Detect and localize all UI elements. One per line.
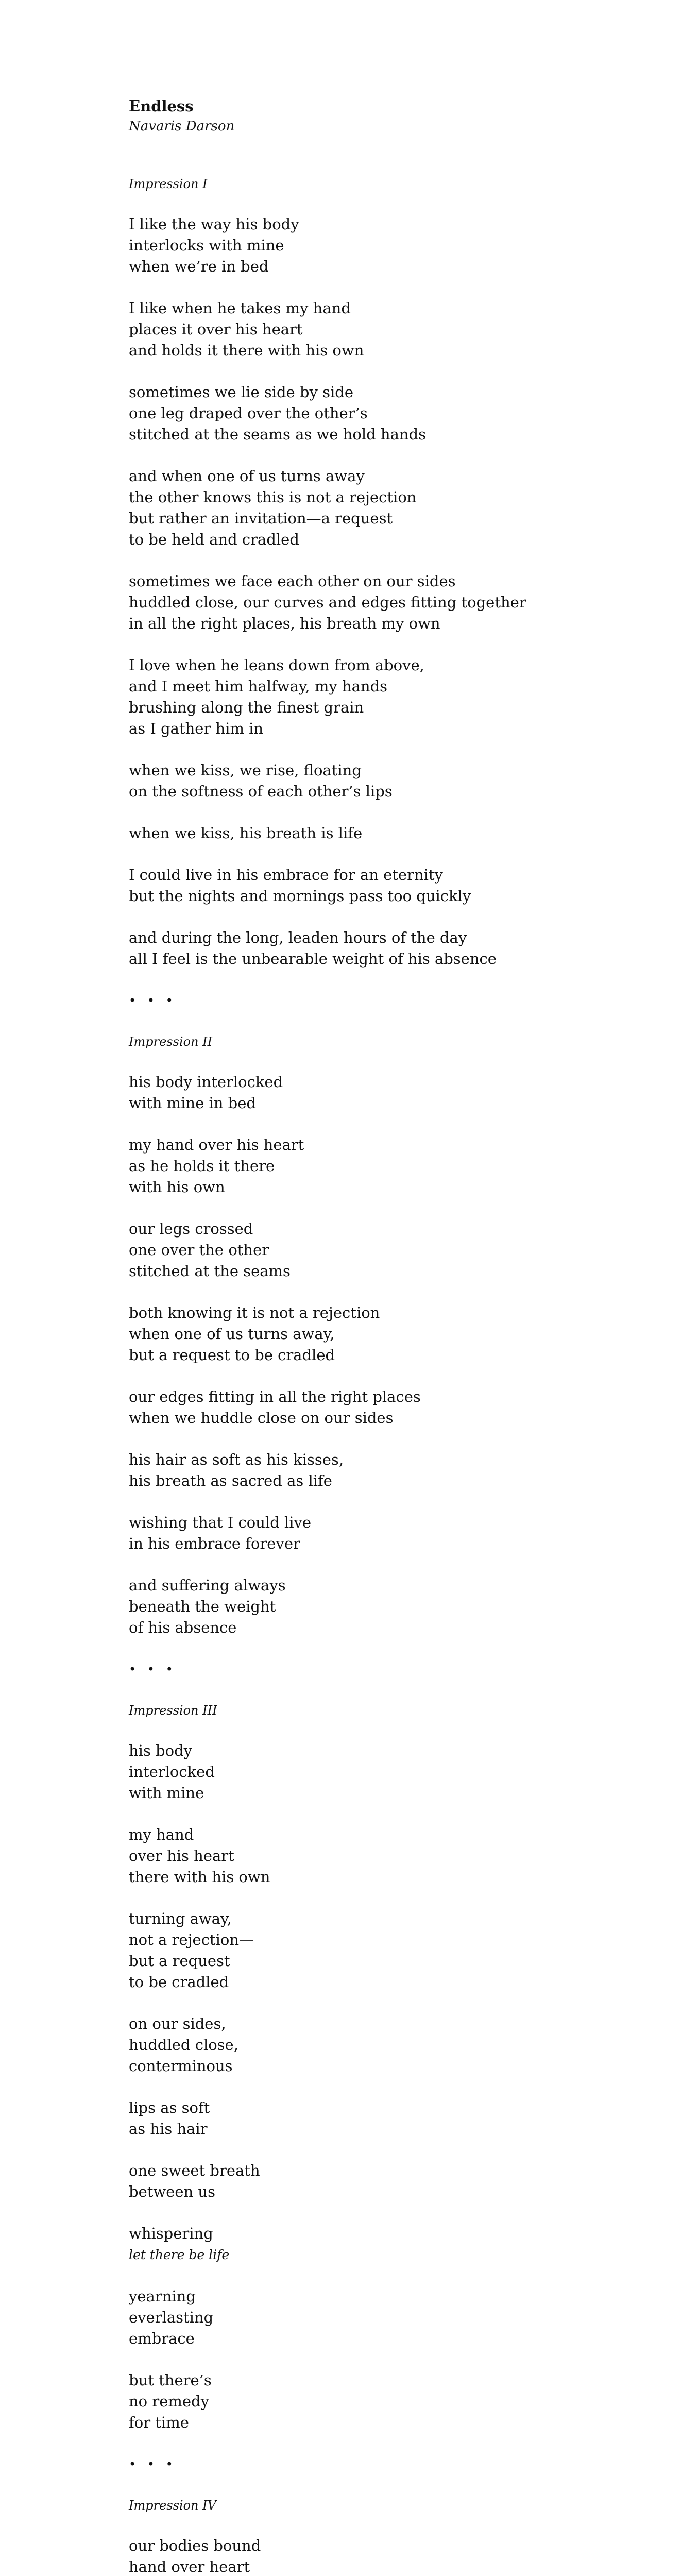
poem-line: one leg draped over the other’s xyxy=(129,404,368,422)
poem-line: whispering xyxy=(129,2225,213,2242)
poem-line: and I meet him halfway, my hands xyxy=(129,677,388,695)
poem-line: there with his own xyxy=(129,1868,270,1886)
section-heading: Impression II xyxy=(129,1035,213,1049)
poem-line: conterminous xyxy=(129,2057,233,2075)
poem-line: with his own xyxy=(129,1178,225,1196)
poem-line: stitched at the seams xyxy=(129,1262,291,1280)
stanza xyxy=(129,2097,603,2140)
poem-line: no remedy xyxy=(129,2393,209,2410)
poem-line: on the softness of each other’s lips xyxy=(129,783,393,800)
stanza xyxy=(129,1824,603,1888)
poem-line: as I gather him in xyxy=(129,720,264,737)
stanza xyxy=(129,2223,603,2265)
poem-body xyxy=(129,174,603,2576)
poem-line: not a rejection— xyxy=(129,1931,254,1948)
poem-line: when we’re in bed xyxy=(129,258,269,275)
poem-line: lips as soft xyxy=(129,2099,210,2116)
poem-line: on our sides, xyxy=(129,2015,226,2032)
poem-line: our bodies bound xyxy=(129,2537,261,2554)
poem-line: and when one of us turns away xyxy=(129,467,365,485)
section-heading: Impression IV xyxy=(129,2498,216,2513)
stanza xyxy=(129,2013,603,2077)
poem-line: wishing that I could live xyxy=(129,1514,312,1531)
stanza xyxy=(129,1218,603,1282)
poem-line: interlocked xyxy=(129,1763,215,1781)
poem-line: for time xyxy=(129,2414,189,2431)
poem-line: our legs crossed xyxy=(129,1220,253,1238)
poem-line: with mine in bed xyxy=(129,1094,256,1112)
poem-line: I like when he takes my hand xyxy=(129,299,351,317)
stanza xyxy=(129,760,603,802)
stanza xyxy=(129,1449,603,1492)
poem-line: interlocks with mine xyxy=(129,236,284,254)
poem-line: as his hair xyxy=(129,2120,208,2138)
section-separator: • • • xyxy=(129,2457,177,2471)
poem-line: my hand over his heart xyxy=(129,1136,304,1154)
poem-line: in his embrace forever xyxy=(129,1535,300,1552)
stanza xyxy=(129,1072,603,1114)
poem-section xyxy=(129,1659,603,2433)
poem-section xyxy=(129,174,603,970)
poem-line: his body interlocked xyxy=(129,1073,283,1091)
poem-line: the other knows this is not a rejection xyxy=(129,488,417,506)
poem-line: huddled close, our curves and edges fitting together xyxy=(129,594,526,611)
stanza xyxy=(129,865,603,907)
poem-line: to be cradled xyxy=(129,1973,229,1991)
poem-line: when one of us turns away, xyxy=(129,1325,335,1343)
stanza xyxy=(129,927,603,970)
poem-line: when we huddle close on our sides xyxy=(129,1409,394,1427)
stanza xyxy=(129,382,603,445)
poem-section xyxy=(129,990,603,1638)
stanza xyxy=(129,655,603,739)
stanza xyxy=(129,2160,603,2202)
section-separator: • • • xyxy=(129,993,177,1008)
poem-line: with mine xyxy=(129,1784,204,1802)
poem-author: Navaris Darson xyxy=(129,118,235,134)
poem-line: sometimes we face each other on our sides xyxy=(129,572,456,590)
poem-line: turning away, xyxy=(129,1910,232,1927)
stanza xyxy=(129,1740,603,1804)
poem-line: when we kiss, we rise, floating xyxy=(129,761,362,779)
poem-line: his body xyxy=(129,1742,193,1759)
poem-line: everlasting xyxy=(129,2309,214,2326)
poem-page xyxy=(129,96,603,2576)
poem-line: but there’s xyxy=(129,2371,212,2389)
stanza xyxy=(129,1908,603,1993)
poem-line: one sweet breath xyxy=(129,2162,260,2179)
poem-section xyxy=(129,2454,603,2576)
stanza xyxy=(129,1512,603,1554)
poem-line: of his absence xyxy=(129,1619,237,1636)
poem-line: as he holds it there xyxy=(129,1157,275,1175)
section-heading: Impression I xyxy=(129,177,208,191)
poem-line: in all the right places, his breath my own xyxy=(129,615,440,632)
poem-line: brushing along the finest grain xyxy=(129,699,364,716)
stanza xyxy=(129,2286,603,2349)
poem-line: I love when he leans down from above, xyxy=(129,656,424,674)
poem-line: yearning xyxy=(129,2287,196,2305)
stanza xyxy=(129,298,603,361)
stanza xyxy=(129,1302,603,1366)
poem-line: our edges fitting in all the right places xyxy=(129,1388,421,1405)
stanza xyxy=(129,1134,603,1198)
poem-line: over his heart xyxy=(129,1847,234,1865)
poem-line: one over the other xyxy=(129,1241,269,1259)
poem-line: but a request xyxy=(129,1952,230,1970)
poem-line: to be held and cradled xyxy=(129,531,299,548)
poem-line: places it over his heart xyxy=(129,320,303,338)
section-separator: • • • xyxy=(129,1662,177,1676)
poem-line: I like the way his body xyxy=(129,215,299,233)
poem-line: and holds it there with his own xyxy=(129,342,364,359)
poem-line: his breath as sacred as life xyxy=(129,1472,332,1489)
stanza xyxy=(129,214,603,277)
poem-line: and suffering always xyxy=(129,1577,286,1594)
stanza xyxy=(129,2535,603,2576)
poem-line: embrace xyxy=(129,2330,195,2347)
poem-line: hand over heart xyxy=(129,2558,250,2575)
poem-line: stitched at the seams as we hold hands xyxy=(129,426,427,443)
poem-line: let there be life xyxy=(129,2247,230,2262)
poem-line: both knowing it is not a rejection xyxy=(129,1304,380,1321)
poem-line: all I feel is the unbearable weight of his absence xyxy=(129,950,497,968)
poem-line: and during the long, leaden hours of the day xyxy=(129,929,467,946)
poem-line: between us xyxy=(129,2183,215,2200)
stanza xyxy=(129,1575,603,1638)
poem-line: huddled close, xyxy=(129,2036,238,2054)
stanza xyxy=(129,571,603,634)
poem-line: sometimes we lie side by side xyxy=(129,383,353,401)
poem-line: my hand xyxy=(129,1826,194,1843)
poem-line: but a request to be cradled xyxy=(129,1346,335,1364)
poem-line: I could live in his embrace for an eternity xyxy=(129,866,443,884)
poem-title: Endless xyxy=(129,97,194,115)
poem-line: but the nights and mornings pass too quickly xyxy=(129,887,471,905)
stanza xyxy=(129,2370,603,2433)
stanza xyxy=(129,823,603,844)
poem-line: but rather an invitation—a request xyxy=(129,510,393,527)
section-heading: Impression III xyxy=(129,1703,217,1718)
poem-line: his hair as soft as his kisses, xyxy=(129,1451,344,1468)
poem-line: beneath the weight xyxy=(129,1598,276,1615)
poem-line: when we kiss, his breath is life xyxy=(129,824,363,842)
stanza xyxy=(129,466,603,550)
stanza xyxy=(129,1386,603,1429)
